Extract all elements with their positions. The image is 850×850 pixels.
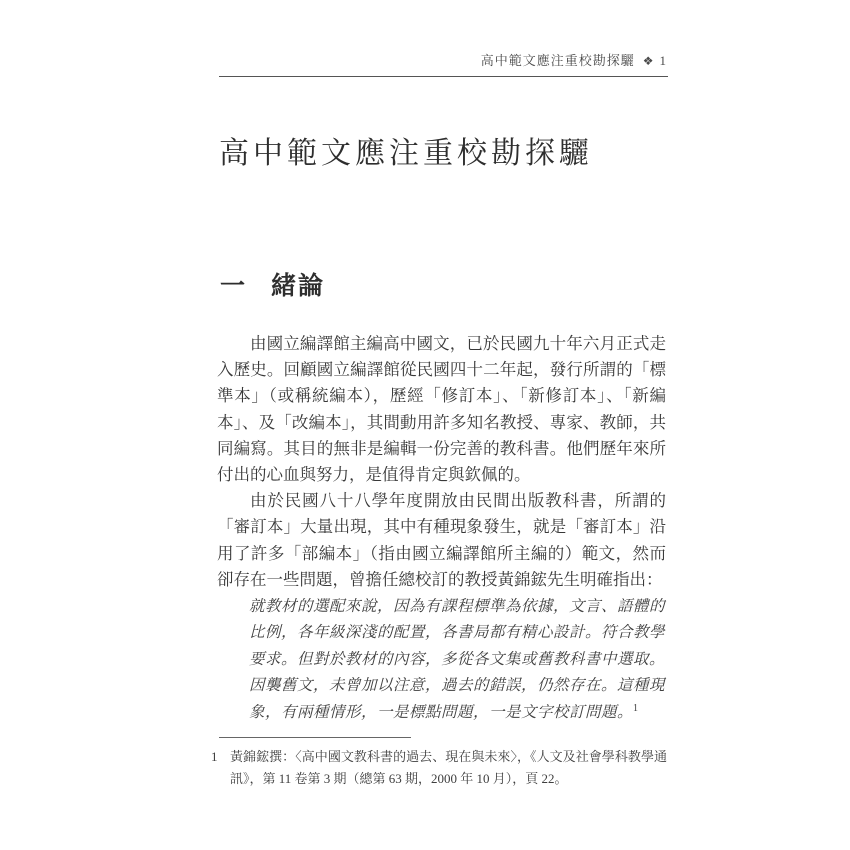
section-number: 一	[220, 272, 248, 300]
footnote-separator-rule	[219, 737, 411, 738]
block-quote	[249, 594, 665, 726]
body-text	[217, 331, 666, 593]
running-header	[218, 50, 667, 69]
diamond-ornament-icon: ❖	[642, 54, 655, 68]
footnote-marker: 1	[211, 749, 218, 764]
footnote-reference: 1	[633, 702, 639, 714]
page-number: 1	[659, 53, 667, 68]
section-heading	[220, 266, 325, 302]
block-quote-text: 就教材的選配來說，因為有課程標準為依據，文言、語體的比例，各年級深淺的配置，各書局都有精心設計。符合教學要求。但對於教材的內容，多從各文集或舊教科書中選取。因襲舊文，未曾加以注意，過去的錯誤，仍然存在。這種現象，有兩種情形，一是標點問題，一是文字校訂問題。	[249, 598, 666, 721]
footnote-text: 黃錦鋐撰：〈高中國文教科書的過去、現在與未來〉，《人文及社會學科教學通訊》，第 11 卷第 3 期（總第 63 期，2000 年 10 月），頁 22。	[230, 749, 667, 786]
paragraph-2: 由於民國八十八學年度開放由民間出版教科書，所謂的「審訂本」大量出現，其中有種現象發生，就是「審訂本」沿用了許多「部編本」（指由國立編譯館所主編的）範文，然而卻存在一些問題，曾擔任總校訂的教授黃錦鋐先生明確指出：	[217, 491, 666, 589]
running-header-title: 高中範文應注重校勘探驪	[480, 53, 635, 68]
footnote	[210, 746, 667, 789]
header-rule	[219, 76, 668, 77]
page-title: 高中範文應注重校勘探驪	[219, 137, 593, 170]
paragraph-1: 由國立編譯館主編高中國文，已於民國九十年六月正式走入歷史。回顧國立編譯館從民國四十二年起，發行所謂的「標準本」（或稱統編本），歷經「修訂本」、「新修訂本」、「新編本」、及「改編本」，其間動用許多知名教授、專家、教師，共同編寫。其目的無非是編輯一份完善的教科書。他們歷年來所付出的心血與努力，是值得肯定與欽佩的。	[217, 334, 666, 485]
section-title: 緒論	[271, 272, 326, 300]
